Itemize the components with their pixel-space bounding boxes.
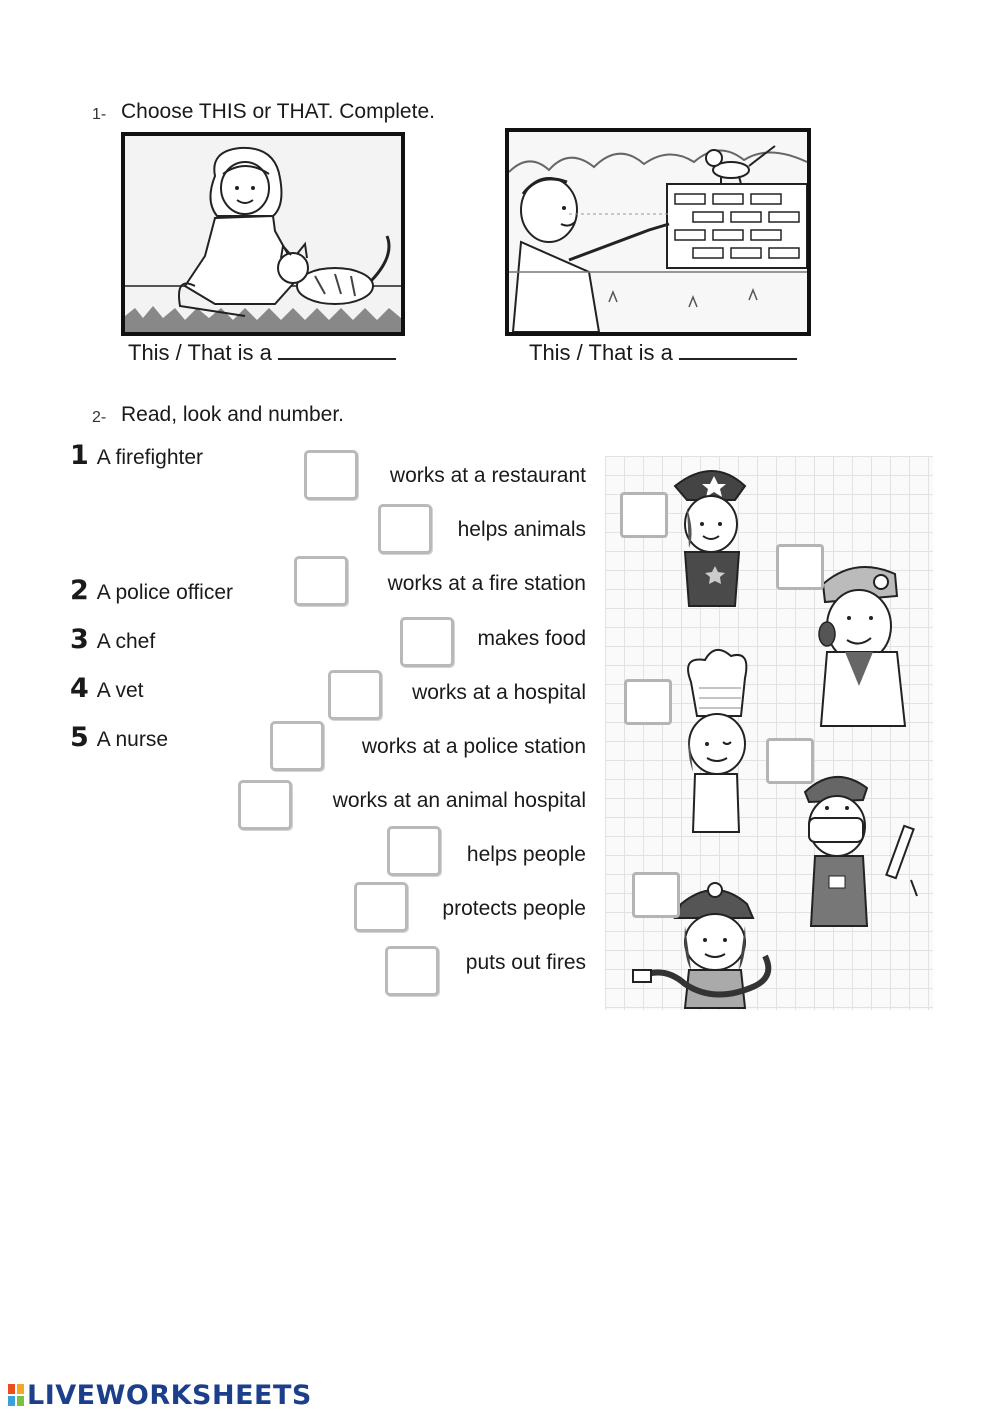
job-nurse (70, 722, 168, 753)
phrase-helps-people: helps people (466, 843, 586, 866)
phrase-makes-food: makes food (477, 627, 586, 650)
answer-box-vet-picture[interactable] (776, 544, 824, 590)
answer-blank-1[interactable] (278, 340, 396, 360)
job-number: 4 (70, 673, 89, 704)
answer-box-phrase-4[interactable] (400, 617, 454, 667)
phrase-protects-people: protects people (442, 897, 586, 920)
exercise-2-instruction: Read, look and number. (121, 403, 344, 426)
answer-box-firefighter-picture[interactable] (632, 872, 680, 918)
phrase-works-at-fire-station: works at a fire station (387, 572, 586, 595)
boy-pointing-illustration (509, 132, 807, 332)
job-label: A police officer (96, 581, 233, 604)
job-firefighter (70, 440, 203, 471)
exercise-1-instruction: Choose THIS or THAT. Complete. (121, 100, 435, 123)
caption-2 (529, 340, 797, 366)
answer-box-phrase-1[interactable] (304, 450, 358, 500)
answer-box-phrase-9[interactable] (354, 882, 408, 932)
picture-girl-with-cat (121, 132, 405, 336)
characters-picture-panel (605, 456, 933, 1010)
nurse-figure (805, 777, 917, 926)
phrase-works-at-restaurant: works at a restaurant (389, 464, 586, 487)
phrase-works-at-animal-hospital: works at an animal hospital (332, 789, 586, 812)
answer-box-phrase-6[interactable] (270, 721, 324, 771)
answer-box-phrase-10[interactable] (385, 946, 439, 996)
characters-illustration (605, 456, 933, 1010)
job-police-officer (70, 575, 233, 606)
job-label: A vet (96, 679, 144, 702)
answer-blank-2[interactable] (679, 340, 797, 360)
job-number: 3 (70, 624, 89, 655)
answer-box-phrase-3[interactable] (294, 556, 348, 606)
job-number: 1 (70, 440, 89, 471)
chef-figure (688, 650, 746, 832)
answer-box-police-officer-picture[interactable] (620, 492, 668, 538)
phrase-works-at-police-station: works at a police station (361, 735, 586, 758)
exercise-2-number: 2- (92, 409, 107, 426)
caption-2-text: This / That is a (529, 340, 673, 365)
job-label: A firefighter (96, 446, 204, 469)
girl-with-cat-illustration (125, 136, 401, 332)
phrase-helps-animals: helps animals (457, 518, 586, 541)
picture-boy-pointing-at-cat (505, 128, 811, 336)
job-label: A nurse (96, 728, 169, 751)
phrase-works-at-hospital: works at a hospital (412, 681, 586, 704)
answer-box-phrase-8[interactable] (387, 826, 441, 876)
answer-box-chef-picture[interactable] (624, 679, 672, 725)
job-vet (70, 673, 144, 704)
vet-figure (819, 567, 905, 726)
answer-box-phrase-5[interactable] (328, 670, 382, 720)
job-number: 2 (70, 575, 89, 606)
exercise-1-number: 1- (92, 106, 107, 123)
caption-1-text: This / That is a (128, 340, 272, 365)
job-chef (70, 624, 155, 655)
caption-1 (128, 340, 396, 366)
liveworksheets-brand-text: LIVEWORKSHEETS (27, 1380, 312, 1411)
job-number: 5 (70, 722, 89, 753)
phrase-puts-out-fires: puts out fires (465, 951, 586, 974)
answer-box-phrase-2[interactable] (378, 504, 432, 554)
answer-box-nurse-picture[interactable] (766, 738, 814, 784)
job-label: A chef (96, 630, 156, 653)
liveworksheets-logo (8, 1380, 312, 1411)
liveworksheets-logo-icon (8, 1384, 24, 1406)
police-officer-figure (675, 471, 745, 606)
answer-box-phrase-7[interactable] (238, 780, 292, 830)
